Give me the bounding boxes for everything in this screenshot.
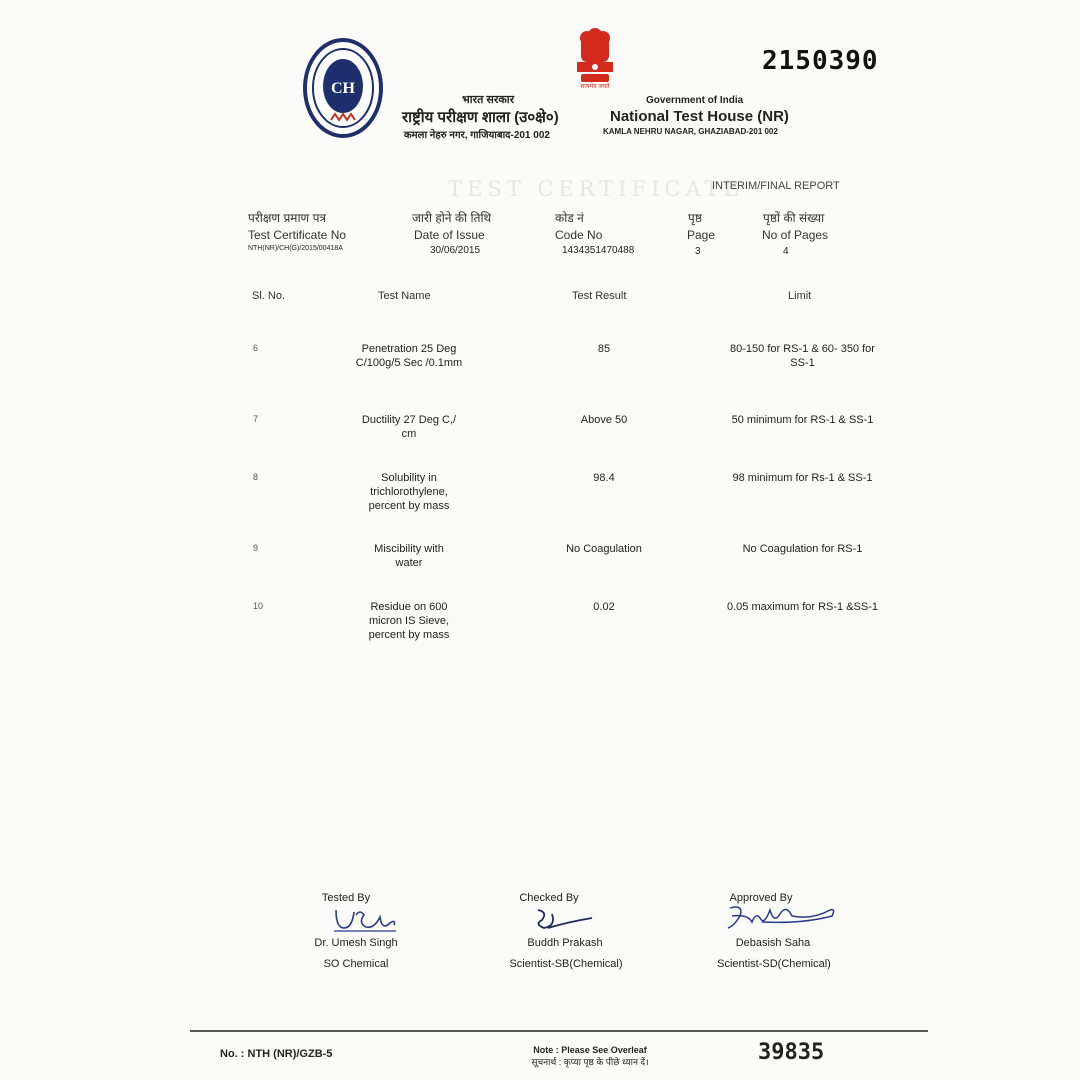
hindi-address: कमला नेहरु नगर, गाजियाबाद-201 002 [404,130,550,141]
header-limit: Limit [788,290,812,302]
nth-logo [303,38,383,138]
row-test-name: Miscibility with water [374,543,444,569]
row-limit: 50 minimum for RS-1 & SS-1 [731,414,874,426]
test-certificate-watermark: TEST CERTIFICATE [448,177,744,201]
hindi-organization-name: राष्ट्रीय परीक्षण शाला (उ०क्षे०) [402,109,559,126]
footer-divider [190,1030,928,1032]
row-limit: No Coagulation for RS-1 [742,543,863,555]
checked-by-title: Scientist-SB(Chemical) [509,958,623,970]
no-of-pages-label: No of Pages [762,228,829,242]
no-of-pages-value: 4 [783,246,789,257]
footer-number: 39835 [758,1040,825,1065]
date-of-issue-label: Date of Issue [414,228,485,242]
hindi-government: भारत सरकार [462,94,515,106]
report-type: INTERIM/FINAL REPORT [712,180,840,192]
row-test-name: Ductility 27 Deg C,/ cm [361,414,457,440]
checked-by-signature [528,906,598,936]
svg-text:CH: CH [331,80,355,97]
certificate-no-value: NTH(NR)/CH(G)/2015/00418A [248,245,343,252]
date-of-issue-value: 30/06/2015 [430,245,481,256]
footer-note: Note : Please See Overleaf सूचनार्थ : कृप्या पृष्ठ के पीछे ध्यान दें। [531,1045,649,1067]
page-label: Page [687,228,716,242]
approved-by-title: Scientist-SD(Chemical) [717,958,831,970]
row-limit: 98 minimum for Rs-1 & SS-1 [732,472,873,484]
checked-by-name: Buddh Prakash [527,937,603,949]
tested-by-signature [330,905,400,935]
tested-by-name: Dr. Umesh Singh [314,937,398,949]
date-of-issue-hindi: जारी होने की तिथि [412,211,492,225]
row-test-result: No Coagulation [566,543,642,555]
english-address: KAMLA NEHRU NAGAR, GHAZIABAD-201 002 [603,127,778,136]
approved-by-name: Debasish Saha [735,937,811,949]
english-government: Government of India [646,95,744,106]
row-test-name: Solubility in trichlorothylene, percent by mass [368,472,450,512]
page-hindi: पृष्ठ [688,211,702,225]
row-test-result: 85 [597,343,611,355]
row-test-name: Penetration 25 Deg C/100g/5 Sec /0.1mm [355,343,463,369]
certificate-no-label: Test Certificate No [248,228,347,242]
code-no-hindi: कोड नं [555,211,584,225]
row-limit: 80-150 for RS-1 & 60- 350 for SS-1 [730,343,875,369]
no-of-pages-hindi: पृष्ठों की संख्या [763,211,825,225]
header-test-name: Test Name [378,290,431,302]
header-test-result: Test Result [572,290,627,302]
row-test-name: Residue on 600 micron IS Sieve, percent by mass [368,601,450,641]
row-test-result: Above 50 [580,414,628,426]
row-sl: 6 [253,343,259,353]
checked-by-label: Checked By [519,892,579,904]
code-no-value: 1434351470488 [562,245,635,256]
english-organization-name: National Test House (NR) [610,108,789,125]
approved-by-label: Approved By [729,892,793,904]
svg-text:सत्यमेव जयते: सत्यमेव जयते [580,84,610,90]
code-no-label: Code No [555,228,603,242]
tested-by-label: Tested By [321,892,371,904]
header-sl-no: Sl. No. [252,290,286,302]
serial-number: 2150390 [762,46,879,76]
row-test-result: 0.02 [593,601,615,613]
row-sl: 8 [253,472,259,482]
row-sl: 7 [253,414,259,424]
page-value: 3 [695,246,701,257]
form-number: No. : NTH (NR)/GZB-5 [220,1048,333,1060]
certificate-no-hindi: परीक्षण प्रमाण पत्र [248,211,327,225]
row-limit: 0.05 maximum for RS-1 &SS-1 [727,601,878,613]
row-sl: 9 [253,543,259,553]
row-test-result: 98.4 [593,472,615,484]
tested-by-title: SO Chemical [323,958,389,970]
approved-by-signature [722,900,842,936]
ashoka-emblem-icon [573,28,617,90]
row-sl: 10 [253,601,264,611]
